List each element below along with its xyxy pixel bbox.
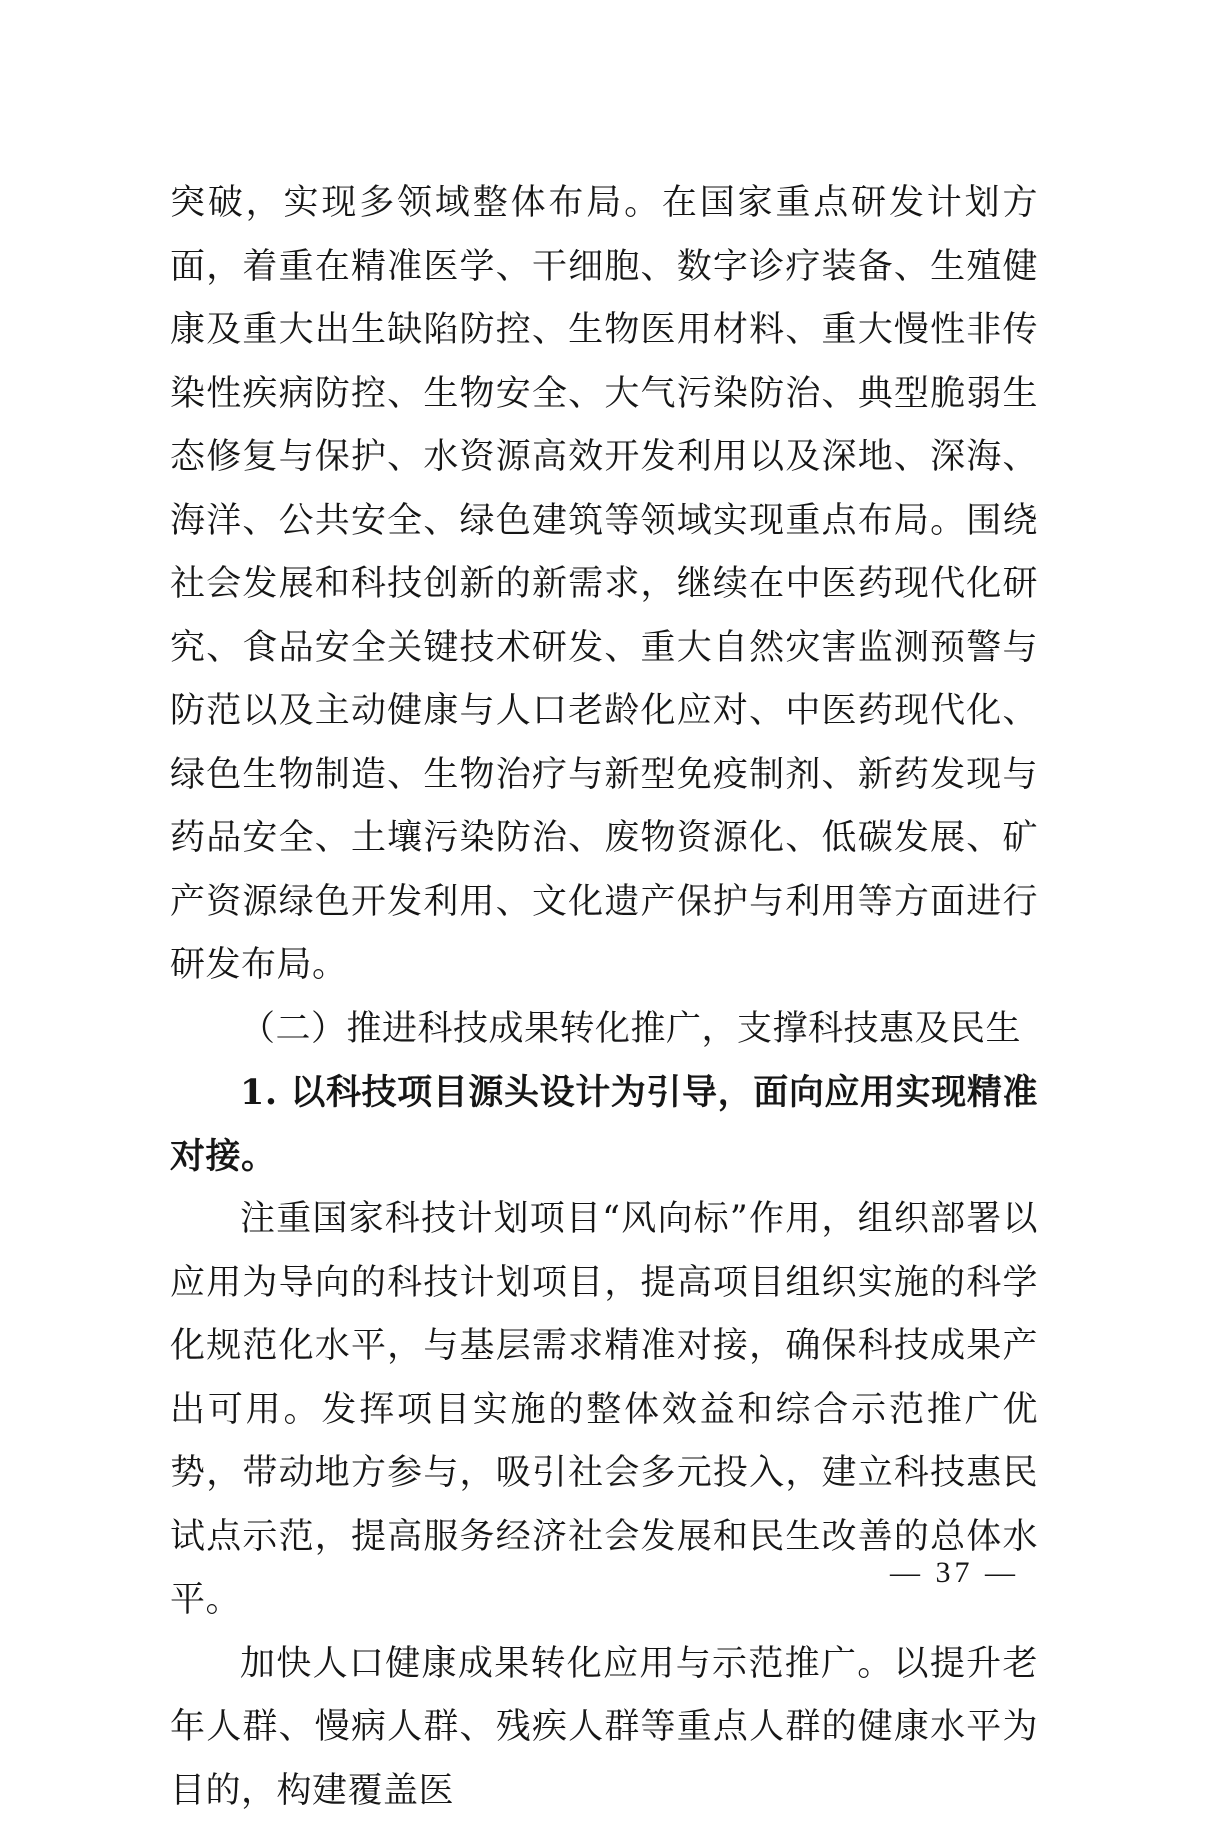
paragraph-continuation: 突破，实现多领域整体布局。在国家重点研发计划方面，着重在精准医学、干细胞、数字诊疗装备、生殖健康及重大出生缺陷防控、生物医用材料、重大慢性非传染性疾病防控、生物安全、大气污染防治、典型脆弱生态修复与保护、水资源高效开发利用以及深地、深海、海洋、公共安全、绿色建筑等领域实现重点布局。围绕社会发展和科技创新的新需求，继续在中医药现代化研究、食品安全关键技术研发、重大自然灾害监测预警与防范以及主动健康与人口老龄化应对、中医药现代化、绿色生物制造、生物治疗与新型免疫制剂、新药发现与药品安全、土壤污染防治、废物资源化、低碳发展、矿产资源绿色开发利用、文化遗产保护与利用等方面进行研发布局。 — [170, 172, 1038, 998]
paragraph: 加快人口健康成果转化应用与示范推广。以提升老年人群、慢病人群、残疾人群等重点人群的健康水平为目的，构建覆盖医 — [170, 1633, 1038, 1823]
subsection-heading: 1. 以科技项目源头设计为引导，面向应用实现精准对接。 — [170, 1061, 1038, 1188]
paragraph: 注重国家科技计划项目“风向标”作用，组织部署以应用为导向的科技计划项目，提高项目组织实施的科学化规范化水平，与基层需求精准对接，确保科技成果产出可用。发挥项目实施的整体效益和综合示范推广优势，带动地方参与，吸引社会多元投入，建立科技惠民试点示范，提高服务经济社会发展和民生改善的总体水平。 — [170, 1188, 1038, 1633]
page-number: — 37 — — [890, 1556, 1030, 1590]
section-heading: （二）推进科技成果转化推广，支撑科技惠及民生 — [170, 998, 1038, 1062]
